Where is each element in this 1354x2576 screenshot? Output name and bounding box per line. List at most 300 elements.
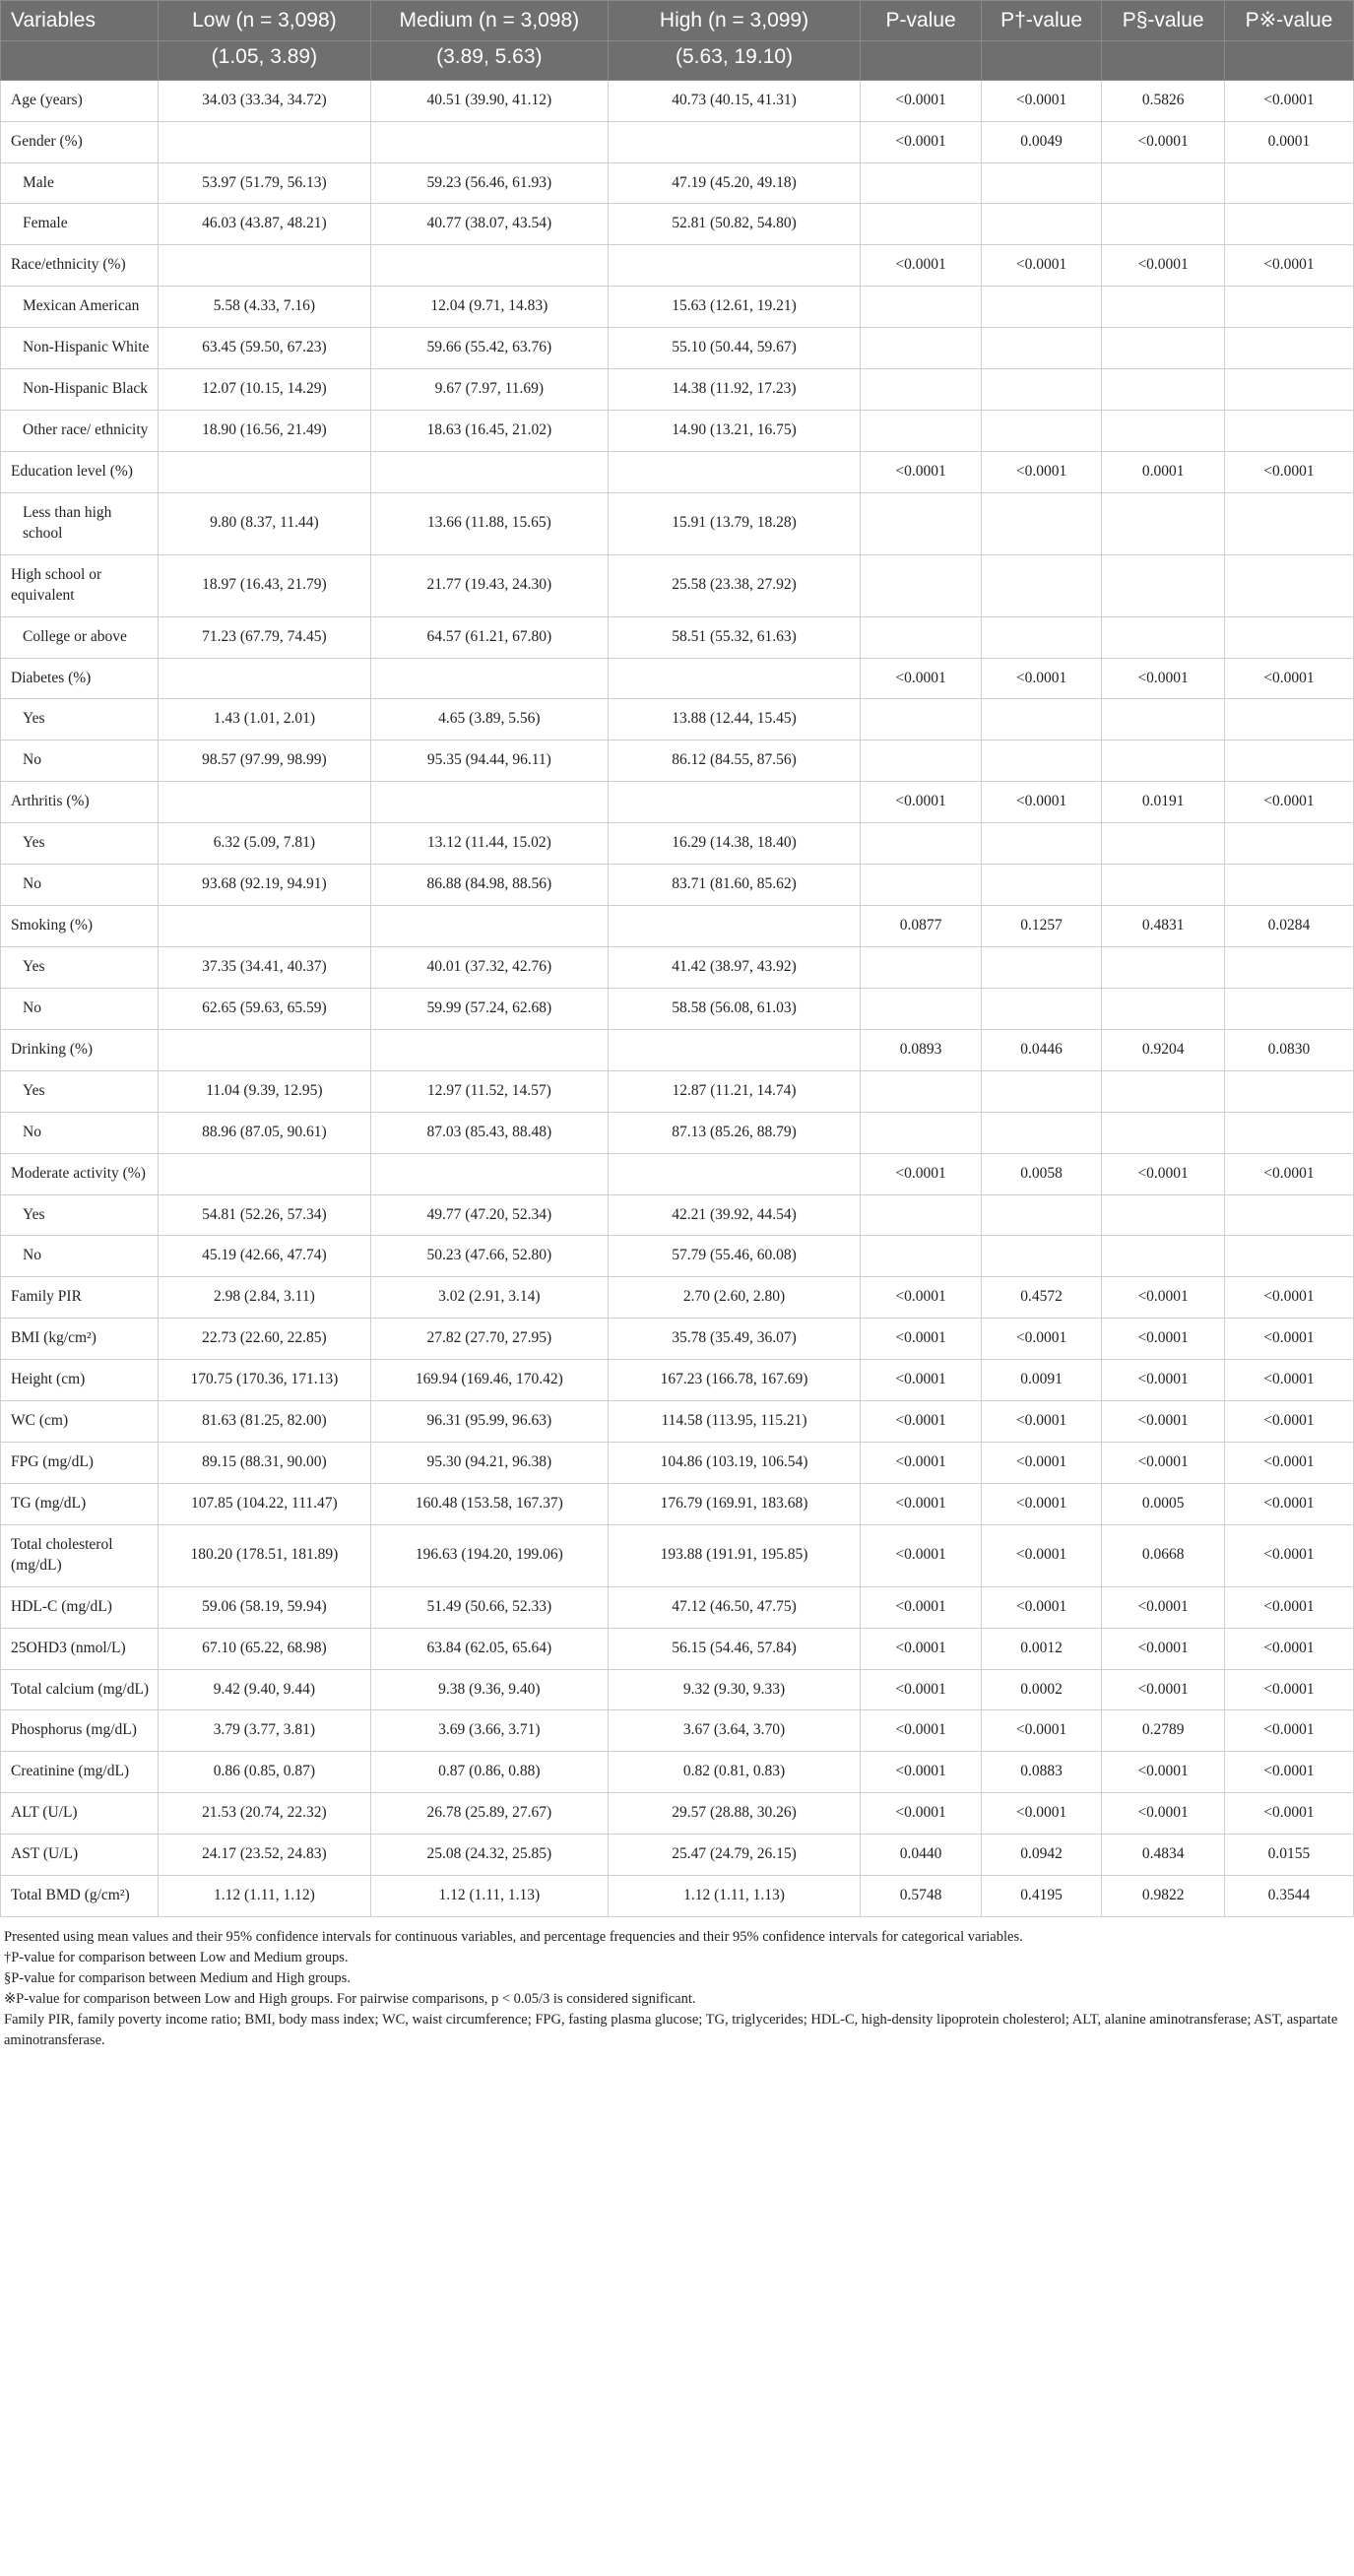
p-value: <0.0001 [861, 245, 981, 287]
p-value [861, 988, 981, 1029]
p-ref-value: 0.3544 [1224, 1876, 1353, 1917]
low-value: 5.58 (4.33, 7.16) [158, 287, 370, 328]
low-value [158, 906, 370, 947]
low-value: 37.35 (34.41, 40.37) [158, 946, 370, 988]
medium-value: 13.12 (11.44, 15.02) [370, 823, 608, 865]
low-value: 1.43 (1.01, 2.01) [158, 699, 370, 741]
p-value: <0.0001 [861, 80, 981, 121]
high-value: 15.91 (13.79, 18.28) [608, 492, 861, 554]
medium-value: 3.02 (2.91, 3.14) [370, 1277, 608, 1319]
p-value: <0.0001 [861, 451, 981, 492]
p-section-value: 0.9204 [1102, 1029, 1225, 1070]
variable-label: No [1, 1112, 159, 1153]
p-ref-value: <0.0001 [1224, 1752, 1353, 1793]
p-ref-value: <0.0001 [1224, 1319, 1353, 1360]
table-row [1, 1669, 1354, 1710]
p-ref-value: 0.0284 [1224, 906, 1353, 947]
header-range-empty [1224, 41, 1353, 80]
p-ref-value: 0.0830 [1224, 1029, 1353, 1070]
medium-value: 40.77 (38.07, 43.54) [370, 204, 608, 245]
p-value: <0.0001 [861, 1752, 981, 1793]
variable-label: No [1, 741, 159, 782]
p-dagger-value [981, 946, 1101, 988]
p-dagger-value: <0.0001 [981, 1483, 1101, 1524]
low-value: 1.12 (1.11, 1.12) [158, 1876, 370, 1917]
medium-value [370, 906, 608, 947]
p-ref-value: <0.0001 [1224, 451, 1353, 492]
p-section-value: <0.0001 [1102, 121, 1225, 162]
low-value: 24.17 (23.52, 24.83) [158, 1835, 370, 1876]
low-value: 11.04 (9.39, 12.95) [158, 1070, 370, 1112]
table-row [1, 451, 1354, 492]
header-high: High (n = 3,099) [608, 1, 861, 41]
medium-value [370, 1153, 608, 1194]
table-row [1, 1277, 1354, 1319]
table-row [1, 1153, 1354, 1194]
p-section-value: 0.0668 [1102, 1524, 1225, 1586]
p-ref-value: <0.0001 [1224, 1401, 1353, 1443]
p-value: <0.0001 [861, 1277, 981, 1319]
p-dagger-value: 0.4195 [981, 1876, 1101, 1917]
table-row [1, 204, 1354, 245]
low-value: 59.06 (58.19, 59.94) [158, 1586, 370, 1628]
p-value: 0.0893 [861, 1029, 981, 1070]
p-ref-value [1224, 554, 1353, 616]
high-value [608, 245, 861, 287]
variable-label: TG (mg/dL) [1, 1483, 159, 1524]
p-dagger-value: <0.0001 [981, 782, 1101, 823]
p-value [861, 946, 981, 988]
variable-label: Male [1, 162, 159, 204]
table-row [1, 1835, 1354, 1876]
p-section-value: <0.0001 [1102, 1793, 1225, 1835]
p-value [861, 1194, 981, 1236]
p-value [861, 369, 981, 411]
variable-label: Age (years) [1, 80, 159, 121]
variable-label: Yes [1, 823, 159, 865]
variable-label: Female [1, 204, 159, 245]
header-high-range: (5.63, 19.10) [608, 41, 861, 80]
variable-label: No [1, 1236, 159, 1277]
p-value: <0.0001 [861, 1669, 981, 1710]
variable-label: Smoking (%) [1, 906, 159, 947]
variable-label: Moderate activity (%) [1, 1153, 159, 1194]
header-medium-range: (3.89, 5.63) [370, 41, 608, 80]
low-value: 22.73 (22.60, 22.85) [158, 1319, 370, 1360]
p-dagger-value [981, 988, 1101, 1029]
p-section-value: <0.0001 [1102, 1669, 1225, 1710]
variable-label: Mexican American [1, 287, 159, 328]
high-value [608, 121, 861, 162]
low-value: 46.03 (43.87, 48.21) [158, 204, 370, 245]
p-value: <0.0001 [861, 1319, 981, 1360]
variable-label: Diabetes (%) [1, 658, 159, 699]
p-dagger-value [981, 328, 1101, 369]
table-row [1, 80, 1354, 121]
low-value: 81.63 (81.25, 82.00) [158, 1401, 370, 1443]
medium-value: 12.04 (9.71, 14.83) [370, 287, 608, 328]
p-dagger-value [981, 865, 1101, 906]
p-ref-value [1224, 699, 1353, 741]
footnote-section: §P-value for comparison between Medium and High groups. [4, 1970, 351, 1987]
header-medium: Medium (n = 3,098) [370, 1, 608, 41]
high-value: 1.12 (1.11, 1.13) [608, 1876, 861, 1917]
high-value: 52.81 (50.82, 54.80) [608, 204, 861, 245]
p-section-value: 0.4831 [1102, 906, 1225, 947]
table-row [1, 1360, 1354, 1401]
table-row [1, 741, 1354, 782]
p-ref-value: <0.0001 [1224, 782, 1353, 823]
low-value: 53.97 (51.79, 56.13) [158, 162, 370, 204]
p-ref-value: 0.0001 [1224, 121, 1353, 162]
p-ref-value [1224, 369, 1353, 411]
variable-label: 25OHD3 (nmol/L) [1, 1628, 159, 1669]
p-dagger-value: <0.0001 [981, 451, 1101, 492]
p-value: <0.0001 [861, 1483, 981, 1524]
low-value [158, 451, 370, 492]
p-dagger-value [981, 554, 1101, 616]
medium-value: 18.63 (16.45, 21.02) [370, 411, 608, 452]
p-value: 0.0877 [861, 906, 981, 947]
table-row [1, 988, 1354, 1029]
p-value: <0.0001 [861, 782, 981, 823]
table-row [1, 411, 1354, 452]
variable-label: No [1, 988, 159, 1029]
high-value: 58.51 (55.32, 61.63) [608, 616, 861, 658]
p-dagger-value [981, 1070, 1101, 1112]
p-ref-value [1224, 287, 1353, 328]
table-row [1, 287, 1354, 328]
p-dagger-value [981, 1194, 1101, 1236]
footnote-main: Presented using mean values and their 95% confidence intervals for continuous variables, and percentage frequencies and their 95% confidence intervals for categorical variables. [4, 1929, 1023, 1946]
variable-label: Less than high school [1, 492, 159, 554]
p-ref-value: <0.0001 [1224, 1524, 1353, 1586]
low-value: 54.81 (52.26, 57.34) [158, 1194, 370, 1236]
p-ref-value: <0.0001 [1224, 1586, 1353, 1628]
variable-label: BMI (kg/cm²) [1, 1319, 159, 1360]
low-value [158, 658, 370, 699]
high-value: 167.23 (166.78, 167.69) [608, 1360, 861, 1401]
variable-label: Yes [1, 1070, 159, 1112]
p-section-value [1102, 162, 1225, 204]
table-row [1, 1070, 1354, 1112]
p-dagger-value: 0.1257 [981, 906, 1101, 947]
p-section-value: <0.0001 [1102, 658, 1225, 699]
low-value: 45.19 (42.66, 47.74) [158, 1236, 370, 1277]
p-value: <0.0001 [861, 1793, 981, 1835]
high-value: 16.29 (14.38, 18.40) [608, 823, 861, 865]
variable-label: Other race/ ethnicity [1, 411, 159, 452]
p-section-value [1102, 616, 1225, 658]
high-value: 40.73 (40.15, 41.31) [608, 80, 861, 121]
p-section-value: <0.0001 [1102, 1319, 1225, 1360]
p-section-value [1102, 204, 1225, 245]
variable-label: Non-Hispanic White [1, 328, 159, 369]
table-row [1, 1483, 1354, 1524]
high-value: 41.42 (38.97, 43.92) [608, 946, 861, 988]
high-value: 25.47 (24.79, 26.15) [608, 1835, 861, 1876]
variable-label: Non-Hispanic Black [1, 369, 159, 411]
low-value: 62.65 (59.63, 65.59) [158, 988, 370, 1029]
p-value [861, 823, 981, 865]
low-value: 63.45 (59.50, 67.23) [158, 328, 370, 369]
p-value: <0.0001 [861, 1360, 981, 1401]
p-section-value: <0.0001 [1102, 1277, 1225, 1319]
table-row [1, 1319, 1354, 1360]
p-ref-value [1224, 616, 1353, 658]
p-dagger-value [981, 699, 1101, 741]
header-row [1, 1, 1354, 41]
table-row [1, 1194, 1354, 1236]
high-value: 114.58 (113.95, 115.21) [608, 1401, 861, 1443]
p-dagger-value: <0.0001 [981, 1319, 1101, 1360]
table-row [1, 616, 1354, 658]
variable-label: Height (cm) [1, 1360, 159, 1401]
p-value [861, 411, 981, 452]
table-row [1, 1401, 1354, 1443]
p-value [861, 616, 981, 658]
high-value [608, 1029, 861, 1070]
p-ref-value [1224, 1236, 1353, 1277]
low-value: 107.85 (104.22, 111.47) [158, 1483, 370, 1524]
p-dagger-value: 0.0012 [981, 1628, 1101, 1669]
p-dagger-value: <0.0001 [981, 1586, 1101, 1628]
p-dagger-value: <0.0001 [981, 658, 1101, 699]
p-value: 0.5748 [861, 1876, 981, 1917]
p-section-value: 0.2789 [1102, 1710, 1225, 1752]
p-section-value: <0.0001 [1102, 1360, 1225, 1401]
p-ref-value [1224, 1070, 1353, 1112]
header-range-row [1, 41, 1354, 80]
medium-value: 51.49 (50.66, 52.33) [370, 1586, 608, 1628]
p-section-value: 0.0001 [1102, 451, 1225, 492]
medium-value: 96.31 (95.99, 96.63) [370, 1401, 608, 1443]
p-ref-value [1224, 204, 1353, 245]
p-value [861, 204, 981, 245]
p-ref-value [1224, 328, 1353, 369]
medium-value: 196.63 (194.20, 199.06) [370, 1524, 608, 1586]
high-value: 0.82 (0.81, 0.83) [608, 1752, 861, 1793]
medium-value: 26.78 (25.89, 27.67) [370, 1793, 608, 1835]
low-value: 18.97 (16.43, 21.79) [158, 554, 370, 616]
low-value: 93.68 (92.19, 94.91) [158, 865, 370, 906]
p-dagger-value [981, 492, 1101, 554]
p-section-value: 0.0191 [1102, 782, 1225, 823]
p-value: <0.0001 [861, 121, 981, 162]
table-row [1, 554, 1354, 616]
table-row [1, 328, 1354, 369]
p-dagger-value: <0.0001 [981, 1524, 1101, 1586]
high-value: 25.58 (23.38, 27.92) [608, 554, 861, 616]
p-ref-value [1224, 741, 1353, 782]
high-value: 47.19 (45.20, 49.18) [608, 162, 861, 204]
variable-label: Yes [1, 1194, 159, 1236]
low-value: 9.80 (8.37, 11.44) [158, 492, 370, 554]
high-value: 58.58 (56.08, 61.03) [608, 988, 861, 1029]
p-ref-value [1224, 988, 1353, 1029]
high-value [608, 658, 861, 699]
p-section-value: 0.9822 [1102, 1876, 1225, 1917]
high-value: 42.21 (39.92, 44.54) [608, 1194, 861, 1236]
variable-label: Total calcium (mg/dL) [1, 1669, 159, 1710]
p-dagger-value: 0.0446 [981, 1029, 1101, 1070]
high-value: 3.67 (3.64, 3.70) [608, 1710, 861, 1752]
low-value: 18.90 (16.56, 21.49) [158, 411, 370, 452]
medium-value: 86.88 (84.98, 88.56) [370, 865, 608, 906]
table-row [1, 658, 1354, 699]
header-p-value: P-value [861, 1, 981, 41]
low-value: 98.57 (97.99, 98.99) [158, 741, 370, 782]
p-section-value [1102, 328, 1225, 369]
medium-value: 59.66 (55.42, 63.76) [370, 328, 608, 369]
medium-value: 160.48 (153.58, 167.37) [370, 1483, 608, 1524]
variable-label: HDL-C (mg/dL) [1, 1586, 159, 1628]
p-dagger-value: <0.0001 [981, 1443, 1101, 1484]
p-dagger-value [981, 369, 1101, 411]
p-ref-value: <0.0001 [1224, 1153, 1353, 1194]
medium-value: 12.97 (11.52, 14.57) [370, 1070, 608, 1112]
medium-value: 1.12 (1.11, 1.13) [370, 1876, 608, 1917]
header-range-empty [861, 41, 981, 80]
low-value: 21.53 (20.74, 22.32) [158, 1793, 370, 1835]
p-value [861, 865, 981, 906]
p-ref-value [1224, 823, 1353, 865]
high-value: 87.13 (85.26, 88.79) [608, 1112, 861, 1153]
header-range-empty [1102, 41, 1225, 80]
header-low-range: (1.05, 3.89) [158, 41, 370, 80]
medium-value: 13.66 (11.88, 15.65) [370, 492, 608, 554]
medium-value [370, 121, 608, 162]
p-section-value: 0.0005 [1102, 1483, 1225, 1524]
medium-value [370, 245, 608, 287]
high-value: 86.12 (84.55, 87.56) [608, 741, 861, 782]
variable-label: Race/ethnicity (%) [1, 245, 159, 287]
high-value: 104.86 (103.19, 106.54) [608, 1443, 861, 1484]
high-value [608, 451, 861, 492]
medium-value: 59.99 (57.24, 62.68) [370, 988, 608, 1029]
high-value: 56.15 (54.46, 57.84) [608, 1628, 861, 1669]
low-value: 0.86 (0.85, 0.87) [158, 1752, 370, 1793]
p-section-value: <0.0001 [1102, 1153, 1225, 1194]
p-dagger-value: <0.0001 [981, 1401, 1101, 1443]
medium-value: 21.77 (19.43, 24.30) [370, 554, 608, 616]
header-p-section-value: P§-value [1102, 1, 1225, 41]
high-value: 9.32 (9.30, 9.33) [608, 1669, 861, 1710]
variable-label: FPG (mg/dL) [1, 1443, 159, 1484]
p-ref-value [1224, 1194, 1353, 1236]
variable-label: Family PIR [1, 1277, 159, 1319]
p-ref-value: <0.0001 [1224, 1360, 1353, 1401]
variable-label: AST (U/L) [1, 1835, 159, 1876]
high-value: 15.63 (12.61, 19.21) [608, 287, 861, 328]
p-section-value: <0.0001 [1102, 1443, 1225, 1484]
p-value [861, 328, 981, 369]
high-value: 29.57 (28.88, 30.26) [608, 1793, 861, 1835]
low-value [158, 782, 370, 823]
table-row [1, 1236, 1354, 1277]
p-dagger-value: 0.4572 [981, 1277, 1101, 1319]
p-ref-value [1224, 946, 1353, 988]
high-value: 55.10 (50.44, 59.67) [608, 328, 861, 369]
medium-value: 49.77 (47.20, 52.34) [370, 1194, 608, 1236]
medium-value: 25.08 (24.32, 25.85) [370, 1835, 608, 1876]
p-value [861, 1112, 981, 1153]
header-p-ref-value: P※-value [1224, 1, 1353, 41]
p-dagger-value [981, 616, 1101, 658]
p-dagger-value: 0.0883 [981, 1752, 1101, 1793]
p-section-value [1102, 411, 1225, 452]
medium-value: 95.35 (94.44, 96.11) [370, 741, 608, 782]
header-variables: Variables [1, 1, 159, 41]
p-dagger-value: 0.0942 [981, 1835, 1101, 1876]
variable-label: High school or equivalent [1, 554, 159, 616]
header-range-empty [981, 41, 1101, 80]
medium-value: 169.94 (169.46, 170.42) [370, 1360, 608, 1401]
p-section-value [1102, 741, 1225, 782]
p-ref-value: <0.0001 [1224, 1710, 1353, 1752]
p-section-value [1102, 988, 1225, 1029]
table-row [1, 1628, 1354, 1669]
high-value: 14.90 (13.21, 16.75) [608, 411, 861, 452]
table-header [1, 1, 1354, 81]
high-value: 47.12 (46.50, 47.75) [608, 1586, 861, 1628]
p-dagger-value [981, 741, 1101, 782]
p-value: <0.0001 [861, 1710, 981, 1752]
header-low: Low (n = 3,098) [158, 1, 370, 41]
variable-label: Gender (%) [1, 121, 159, 162]
medium-value [370, 658, 608, 699]
medium-value: 9.38 (9.36, 9.40) [370, 1669, 608, 1710]
low-value: 12.07 (10.15, 14.29) [158, 369, 370, 411]
medium-value: 40.51 (39.90, 41.12) [370, 80, 608, 121]
medium-value: 50.23 (47.66, 52.80) [370, 1236, 608, 1277]
table-row [1, 1112, 1354, 1153]
variable-label: College or above [1, 616, 159, 658]
p-section-value [1102, 823, 1225, 865]
low-value: 170.75 (170.36, 171.13) [158, 1360, 370, 1401]
high-value: 2.70 (2.60, 2.80) [608, 1277, 861, 1319]
low-value [158, 1029, 370, 1070]
p-section-value [1102, 946, 1225, 988]
p-section-value: <0.0001 [1102, 245, 1225, 287]
header-p-dagger-value: P†-value [981, 1, 1101, 41]
p-ref-value: <0.0001 [1224, 1443, 1353, 1484]
p-ref-value [1224, 162, 1353, 204]
table-row [1, 946, 1354, 988]
high-value: 57.79 (55.46, 60.08) [608, 1236, 861, 1277]
high-value: 35.78 (35.49, 36.07) [608, 1319, 861, 1360]
p-dagger-value: <0.0001 [981, 245, 1101, 287]
p-dagger-value [981, 162, 1101, 204]
p-dagger-value [981, 204, 1101, 245]
table-row [1, 1876, 1354, 1917]
high-value [608, 782, 861, 823]
medium-value: 0.87 (0.86, 0.88) [370, 1752, 608, 1793]
p-ref-value: <0.0001 [1224, 245, 1353, 287]
low-value [158, 245, 370, 287]
p-dagger-value: <0.0001 [981, 80, 1101, 121]
p-ref-value [1224, 1112, 1353, 1153]
medium-value: 4.65 (3.89, 5.56) [370, 699, 608, 741]
medium-value: 9.67 (7.97, 11.69) [370, 369, 608, 411]
p-section-value: <0.0001 [1102, 1586, 1225, 1628]
medium-value [370, 782, 608, 823]
header-range-empty [1, 41, 159, 80]
high-value: 83.71 (81.60, 85.62) [608, 865, 861, 906]
medium-value: 95.30 (94.21, 96.38) [370, 1443, 608, 1484]
p-section-value [1102, 287, 1225, 328]
p-dagger-value: 0.0091 [981, 1360, 1101, 1401]
